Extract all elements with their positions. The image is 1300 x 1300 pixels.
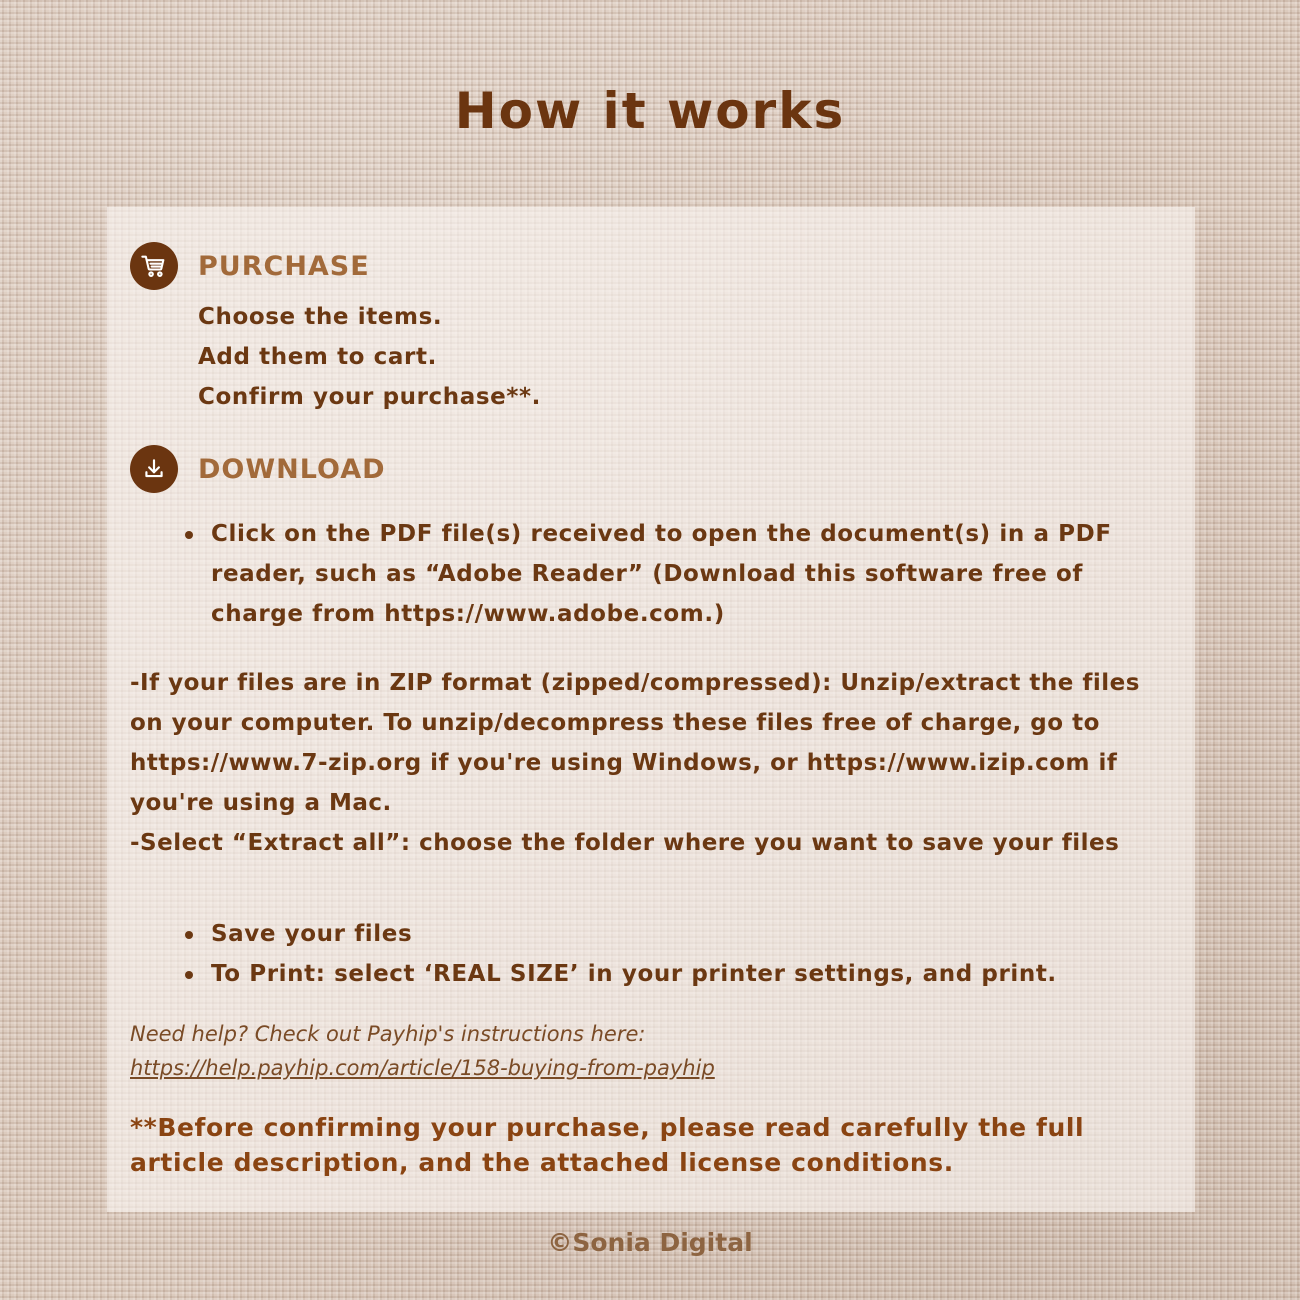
purchase-step: Confirm your purchase**. [198, 384, 541, 410]
zip-instructions: -If your files are in ZIP format (zipped/compressed): Unzip/extract the files on your computer. To unzip/decompress these files free of charge, go to https://www.7-zip.org if you're using Windows, or https://www.izip.com if you're using a Mac. [130, 670, 1140, 816]
shopping-cart-icon [130, 242, 178, 290]
page-title: How it works [454, 82, 846, 140]
download-icon [130, 445, 178, 493]
instructions-card [107, 207, 1195, 1212]
purchase-step: Add them to cart. [198, 344, 437, 370]
final-steps-list [185, 914, 1175, 994]
purchase-heading: PURCHASE [198, 250, 370, 282]
help-text: Need help? Check out Payhip's instructions here: [130, 1022, 646, 1046]
download-bullet-list [185, 514, 1175, 634]
list-item: To Print: select ‘REAL SIZE’ in your printer settings, and print. [185, 954, 1175, 994]
purchase-step: Choose the items. [198, 304, 443, 330]
list-item: Click on the PDF file(s) received to open the document(s) in a PDF reader, such as “Adobe Reader” (Download this software free of charge from https://www.adobe.com.) [185, 514, 1175, 634]
download-section-header [130, 445, 386, 493]
purchase-steps [198, 297, 541, 417]
list-item: Save your files [185, 914, 1175, 954]
license-note: **Before confirming your purchase, please read carefully the full article description, and the attached license conditions. [130, 1113, 1085, 1177]
copyright-footer: ©Sonia Digital [547, 1228, 753, 1257]
download-heading: DOWNLOAD [198, 453, 386, 485]
extract-instructions: -Select “Extract all”: choose the folder where you want to save your files [130, 830, 1120, 856]
payhip-help-link[interactable]: https://help.payhip.com/article/158-buying-from-payhip [130, 1056, 715, 1080]
purchase-section-header [130, 242, 370, 290]
help-section [130, 1017, 715, 1085]
